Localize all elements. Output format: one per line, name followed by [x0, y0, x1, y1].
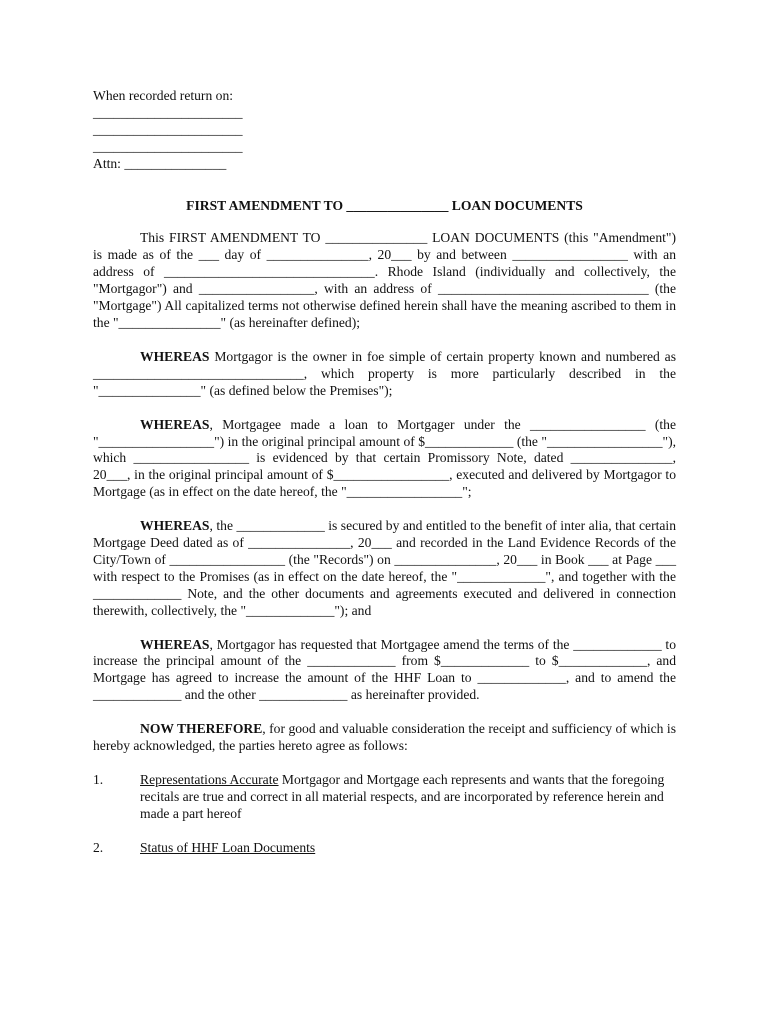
whereas-paragraph-2	[93, 417, 676, 502]
section-1-body	[140, 772, 676, 823]
section-1-number: 1.	[93, 772, 104, 787]
return-line-3: ______________________	[93, 138, 243, 154]
whereas-4-lead: WHEREAS	[140, 636, 210, 652]
return-line-2: ______________________	[93, 121, 243, 137]
section-2	[93, 840, 676, 857]
now-therefore-text: , for good and valuable consideration the receipt and sufficiency of which is hereby acknowledged, the parties hereto agree as follows:	[93, 721, 676, 754]
whereas-1-text: Mortgagor is the owner in foe simple of certain property known and numbered as _______________________________, which property is more particularly described in the "_______________" (as defined below the Premises");	[93, 348, 676, 398]
whereas-paragraph-1	[93, 349, 676, 400]
whereas-paragraph-3	[93, 518, 676, 619]
whereas-2-text: , Mortgagee made a loan to Mortgager under the _________________ (the "_________________") in the original principal amount of $_____________ (the "_________________"), which _________________ is evidenced by that certain Promissory Note, dated _______________, 20___, in the original principal amount of $_________________, executed and delivered by Mortgagor to Mortgage (as in effect on the date hereof, the "_________________";	[93, 416, 676, 500]
whereas-paragraph-4	[93, 637, 676, 705]
whereas-1-lead: WHEREAS	[140, 348, 210, 364]
now-therefore-lead: NOW THEREFORE	[140, 721, 263, 737]
section-2-heading: Status of HHF Loan Documents	[140, 839, 316, 855]
section-1-heading: Representations Accurate	[140, 772, 279, 787]
whereas-3-text: , the _____________ is secured by and entitled to the benefit of inter alia, that certain Mortgage Deed dated as of _______________, 20___ and recorded in the Land Evidence Records of the City/Town of _________________ (the "Records") on _______________, 20___ in Book ___ at Page ___ with respect to the Promises (as in effect on the date hereof, the "_____________", and together with the _____________ Note, and the other documents and agreements executed and delivered in connection therewith, collectively, the "_____________"); and	[93, 518, 676, 618]
document-body	[93, 88, 676, 874]
now-therefore-paragraph	[93, 721, 676, 755]
intro-paragraph: This FIRST AMENDMENT TO _______________ LOAN DOCUMENTS (this "Amendment") is made as of the ___ day of _______________, 20___ by and between _________________ with an address of _______________________________. Rhode Island (individually and collectively, the "Mortgagor") and _________________, with an address of _______________________________ (the "Mortgage") All capitalized terms not otherwise defined herein shall have the meaning ascribed to them in the "_______________" (as hereinafter defined);	[93, 230, 676, 330]
return-attn: Attn: _______________	[93, 155, 227, 171]
return-heading: When recorded return on:	[93, 88, 234, 103]
whereas-4-text: , Mortgagor has requested that Mortgagee amend the terms of the _____________ to increase the principal amount of the _____________ from $_____________ to $_____________, and Mortgage has agreed to increase the amount of the HHF Loan to _____________, and to amend the _____________ and the other _____________ as hereinafter provided.	[93, 636, 676, 703]
section-1	[93, 772, 676, 823]
whereas-3-lead: WHEREAS	[140, 518, 210, 534]
section-2-body	[140, 840, 676, 857]
section-1-text: Mortgagor and Mortgage each represents and wants that the foregoing recitals are true and correct in all material respects, and are incorporated by reference herein and made a part hereof	[140, 772, 665, 821]
section-2-number: 2.	[93, 839, 104, 855]
return-line-1: ______________________	[93, 104, 243, 120]
whereas-2-lead: WHEREAS	[140, 416, 210, 432]
return-block	[93, 88, 676, 173]
document-title: FIRST AMENDMENT TO _______________ LOAN DOCUMENTS	[186, 197, 583, 213]
